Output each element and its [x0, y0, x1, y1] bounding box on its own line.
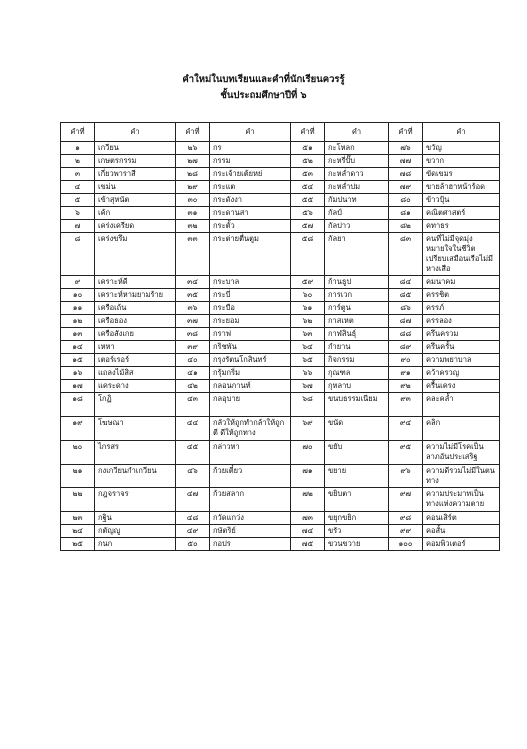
- word-number: ๖๘: [291, 393, 325, 417]
- vocabulary-word: คละคล้ำ: [423, 393, 500, 417]
- word-number: ๖๐: [291, 289, 325, 302]
- word-number: ๗๗: [389, 155, 423, 168]
- word-number: ๖๒: [291, 315, 325, 328]
- word-number: ๘๕: [389, 289, 423, 302]
- word-number: ๓๒: [176, 220, 210, 233]
- word-number: ๑๙: [61, 417, 95, 441]
- word-number: ๓๓: [176, 233, 210, 276]
- word-number: ๗๘: [389, 168, 423, 181]
- vocabulary-word: ขายล้าฮาหน้าร้อด: [423, 181, 500, 194]
- vocabulary-word: กรุงรัตนโกสินทร์: [210, 354, 291, 367]
- vocabulary-word: เครือสังเกย: [95, 328, 176, 341]
- word-number: ๗๒: [291, 488, 325, 512]
- vocabulary-word: ความพยาบาล: [423, 354, 500, 367]
- vocabulary-word: แถลงไม้สิส: [95, 367, 176, 380]
- vocabulary-word: คนที่ไม่มีจุดมุ่งหมายใจในชีวิต เปรียบเสมือนเรือไม่มีหางเสือ: [423, 233, 500, 276]
- vocabulary-word: กระเจ้ายเต้ยหย่: [210, 168, 291, 181]
- vocabulary-word: กราฟ: [210, 328, 291, 341]
- word-number: ๒๔: [61, 525, 95, 538]
- vocabulary-table: [60, 122, 500, 551]
- vocabulary-word: คมนาคม: [423, 276, 500, 289]
- vocabulary-word: กริชพัน: [210, 341, 291, 354]
- word-number: ๓๔: [176, 276, 210, 289]
- vocabulary-word: คว้าครวญ: [423, 367, 500, 380]
- word-number: ๔๒: [176, 380, 210, 393]
- vocabulary-word: ขยุกขยิก: [325, 512, 389, 525]
- header-number: คำที่: [291, 123, 325, 142]
- word-number: ๗๖: [389, 142, 423, 155]
- table-row: [61, 328, 500, 341]
- vocabulary-word: กระยอม: [210, 315, 291, 328]
- vocabulary-word: ขัดเขมร: [423, 168, 500, 181]
- table-row: [61, 155, 500, 168]
- word-number: ๙๘: [389, 512, 423, 525]
- word-number: ๑๕: [61, 354, 95, 367]
- word-number: ๕๔: [291, 181, 325, 194]
- vocabulary-word: กลัวให้ถูกทำกล้าให้ถูกตี ดีให้ถูกทาง: [210, 417, 291, 441]
- word-number: ๔๘: [176, 512, 210, 525]
- vocabulary-word: กร: [210, 142, 291, 155]
- word-number: ๖๓: [291, 328, 325, 341]
- word-number: ๓๘: [176, 328, 210, 341]
- word-number: ๔: [61, 181, 95, 194]
- table-row: [61, 302, 500, 315]
- vocabulary-word: กงเกวียนกำเกวียน: [95, 465, 176, 488]
- header-word: คำ: [210, 123, 291, 142]
- vocabulary-word: กัลยา: [325, 233, 389, 276]
- word-number: ๒๙: [176, 181, 210, 194]
- word-number: ๖๗: [291, 380, 325, 393]
- table-row: [61, 367, 500, 380]
- word-number: ๒๐: [61, 441, 95, 465]
- vocabulary-word: กะหรี่ปั๊บ: [325, 155, 389, 168]
- document-title: คำใหม่ในบทเรียนและคำที่นักเรียนควรรู้: [182, 74, 345, 85]
- vocabulary-word: ขยิบตา: [325, 488, 389, 512]
- word-number: ๑๖: [61, 367, 95, 380]
- header-word: คำ: [325, 123, 389, 142]
- vocabulary-word: ขนบธรรมเนียม: [325, 393, 389, 417]
- vocabulary-word: ครื้นเครง: [423, 380, 500, 393]
- word-number: ๘๒: [389, 220, 423, 233]
- vocabulary-word: ขนัด: [325, 417, 389, 441]
- vocabulary-word: เตอร์เรอร์: [95, 354, 176, 367]
- word-number: ๕๒: [291, 155, 325, 168]
- word-number: ๑: [61, 142, 95, 155]
- table-row: [61, 393, 500, 417]
- vocabulary-word: ขวนขวาย: [325, 538, 389, 551]
- word-number: ๗๔: [291, 525, 325, 538]
- word-number: ๕๙: [291, 276, 325, 289]
- word-number: ๑๔: [61, 341, 95, 354]
- table-row: [61, 465, 500, 488]
- word-number: ๑๐: [61, 289, 95, 302]
- vocabulary-word: ความประมาทเป็นทางแห่งความตาย: [423, 488, 500, 512]
- word-number: ๘๓: [389, 233, 423, 276]
- word-number: ๕๑: [291, 142, 325, 155]
- vocabulary-word: ขยับ: [325, 441, 389, 465]
- vocabulary-word: กาฬสินธุ์: [325, 328, 389, 341]
- word-number: ๘๔: [389, 276, 423, 289]
- word-number: ๙๓: [389, 393, 423, 417]
- vocabulary-word: กะโหลก: [325, 142, 389, 155]
- word-number: ๘๖: [389, 302, 423, 315]
- vocabulary-word: คอสั้น: [423, 525, 500, 538]
- vocabulary-word: ครึนครั้น: [423, 341, 500, 354]
- vocabulary-word: ขรัว: [325, 525, 389, 538]
- word-number: ๕๘: [291, 233, 325, 276]
- word-number: ๒๗: [176, 155, 210, 168]
- word-number: ๗๙: [389, 181, 423, 194]
- word-number: ๓๐: [176, 194, 210, 207]
- vocabulary-word: การเวก: [325, 289, 389, 302]
- vocabulary-word: เคราะห์ดี: [95, 276, 176, 289]
- vocabulary-word: เกษตรกรรม: [95, 155, 176, 168]
- word-number: ๙๕: [389, 441, 423, 465]
- table-row: [61, 525, 500, 538]
- vocabulary-word: เกวียน: [95, 142, 176, 155]
- word-number: ๒๘: [176, 168, 210, 181]
- vocabulary-word: กุหลาบ: [325, 380, 389, 393]
- word-number: ๓๕: [176, 289, 210, 302]
- table-row: [61, 512, 500, 525]
- table-row: [61, 233, 500, 276]
- word-number: ๗๓: [291, 512, 325, 525]
- word-number: ๓๗: [176, 315, 210, 328]
- table-row: [61, 168, 500, 181]
- vocabulary-word: เกี่ยวพาราสี: [95, 168, 176, 181]
- vocabulary-word: ครึนครวม: [423, 328, 500, 341]
- table-row: [61, 276, 500, 289]
- vocabulary-word: ความดีรวมไม่มีในตนทาง: [423, 465, 500, 488]
- word-number: ๙๐: [389, 354, 423, 367]
- vocabulary-word: กระดานสา: [210, 207, 291, 220]
- word-number: ๖: [61, 207, 95, 220]
- word-number: ๙๒: [389, 380, 423, 393]
- vocabulary-word: กอปร: [210, 538, 291, 551]
- vocabulary-word: กตัญญู: [95, 525, 176, 538]
- word-number: ๘๙: [389, 341, 423, 354]
- vocabulary-word: กระตั้ว: [210, 220, 291, 233]
- table-row: [61, 380, 500, 393]
- word-number: ๘๐: [389, 194, 423, 207]
- table-row: [61, 315, 500, 328]
- word-number: ๕๓: [291, 168, 325, 181]
- vocabulary-word: ก้วยสลาก: [210, 488, 291, 512]
- vocabulary-word: คณิตศาสตร์: [423, 207, 500, 220]
- vocabulary-word: กิจกรรม: [325, 354, 389, 367]
- word-number: ๙๖: [389, 465, 423, 488]
- word-number: ๒: [61, 155, 95, 168]
- header-number: คำที่: [61, 123, 95, 142]
- word-number: ๙๔: [389, 417, 423, 441]
- table-row: [61, 142, 500, 155]
- table-row: [61, 341, 500, 354]
- vocabulary-word: กระต่ายตื่นตูม: [210, 233, 291, 276]
- word-number: ๑๐๐: [389, 538, 423, 551]
- vocabulary-word: กรรม: [210, 155, 291, 168]
- header-number: คำที่: [389, 123, 423, 142]
- vocabulary-word: กวัดแกว่ง: [210, 512, 291, 525]
- vocabulary-word: กฎจราจร: [95, 488, 176, 512]
- vocabulary-word: กรุ้มกริ่ม: [210, 367, 291, 380]
- word-number: ๒๕: [61, 538, 95, 551]
- vocabulary-word: ขวาก: [423, 155, 500, 168]
- word-number: ๔๖: [176, 465, 210, 488]
- vocabulary-word: กะหล่ำปม: [325, 181, 389, 194]
- header-word: คำ: [95, 123, 176, 142]
- vocabulary-word: เหหา: [95, 341, 176, 354]
- vocabulary-word: กนก: [95, 538, 176, 551]
- vocabulary-word: แคระดาง: [95, 380, 176, 393]
- vocabulary-word: โกฏิ: [95, 393, 176, 417]
- vocabulary-word: กระบาล: [210, 276, 291, 289]
- word-number: ๖๕: [291, 354, 325, 367]
- table-row: [61, 289, 500, 302]
- word-number: ๗: [61, 220, 95, 233]
- vocabulary-word: ไกรสร: [95, 441, 176, 465]
- header-number: คำที่: [176, 123, 210, 142]
- word-number: ๖๙: [291, 417, 325, 441]
- word-number: ๘๘: [389, 328, 423, 341]
- vocabulary-word: กำยาน: [325, 341, 389, 354]
- word-number: ๑๓: [61, 328, 95, 341]
- word-number: ๕: [61, 194, 95, 207]
- word-number: ๖๑: [291, 302, 325, 315]
- table-row: [61, 488, 500, 512]
- word-number: ๙๙: [389, 525, 423, 538]
- vocabulary-word: เครือเถ้น: [95, 302, 176, 315]
- word-number: ๙: [61, 276, 95, 289]
- word-number: ๔๕: [176, 441, 210, 465]
- vocabulary-word: ครรลอง: [423, 315, 500, 328]
- vocabulary-word: การ์ตูน: [325, 302, 389, 315]
- word-number: ๗๐: [291, 441, 325, 465]
- vocabulary-word: กฐิน: [95, 512, 176, 525]
- table-header-row: [61, 123, 500, 142]
- word-number: ๓: [61, 168, 95, 181]
- word-number: ๓๑: [176, 207, 210, 220]
- word-number: ๗๕: [291, 538, 325, 551]
- table-row: [61, 207, 500, 220]
- table-row: [61, 441, 500, 465]
- word-number: ๔๐: [176, 354, 210, 367]
- vocabulary-word: กาสเหต: [325, 315, 389, 328]
- vocabulary-word: กัลป์: [325, 207, 389, 220]
- vocabulary-word: ครรภ์: [423, 302, 500, 315]
- word-number: ๒๒: [61, 488, 95, 512]
- header-word: คำ: [423, 123, 500, 142]
- vocabulary-word: กัมปนาท: [325, 194, 389, 207]
- word-number: ๕๕: [291, 194, 325, 207]
- vocabulary-word: กลอนกานท์: [210, 380, 291, 393]
- table-row: [61, 220, 500, 233]
- word-number: ๕๐: [176, 538, 210, 551]
- vocabulary-word: ขยาย: [325, 465, 389, 488]
- word-number: ๘: [61, 233, 95, 276]
- word-number: ๙๑: [389, 367, 423, 380]
- word-number: ๒๖: [176, 142, 210, 155]
- vocabulary-word: เคร่งขรึม: [95, 233, 176, 276]
- vocabulary-word: เขม่น: [95, 181, 176, 194]
- table-row: [61, 538, 500, 551]
- word-number: ๔๔: [176, 417, 210, 441]
- word-number: ๒๑: [61, 465, 95, 488]
- word-number: ๕๖: [291, 207, 325, 220]
- table-row: [61, 354, 500, 367]
- vocabulary-word: คอมพิวเตอร์: [423, 538, 500, 551]
- vocabulary-word: เคราะห์หามยามร้าย: [95, 289, 176, 302]
- vocabulary-word: เครือธอง: [95, 315, 176, 328]
- word-number: ๕๗: [291, 220, 325, 233]
- word-number: ๘๑: [389, 207, 423, 220]
- table-row: [61, 181, 500, 194]
- word-number: ๔๑: [176, 367, 210, 380]
- word-number: ๖๔: [291, 341, 325, 354]
- vocabulary-word: กระแต: [210, 181, 291, 194]
- vocabulary-word: กษัตริย์: [210, 525, 291, 538]
- vocabulary-word: ความไม่มีโรคเป็นลาภอันประเสริฐ: [423, 441, 500, 465]
- vocabulary-word: คอนเสิร์ต: [423, 512, 500, 525]
- word-number: ๘๗: [389, 315, 423, 328]
- document-subtitle: ชั้นประถมศึกษาปีที่ ๖: [220, 90, 307, 101]
- vocabulary-word: กุณฑล: [325, 367, 389, 380]
- vocabulary-word: ข้าวปุ้น: [423, 194, 500, 207]
- vocabulary-word: เคร่งเครียด: [95, 220, 176, 233]
- word-number: ๑๒: [61, 315, 95, 328]
- vocabulary-word: เค้ก: [95, 207, 176, 220]
- vocabulary-word: กระบี่: [210, 289, 291, 302]
- word-number: ๓๙: [176, 341, 210, 354]
- vocabulary-word: ครรชิต: [423, 289, 500, 302]
- word-number: ๔๓: [176, 393, 210, 417]
- table-row: [61, 194, 500, 207]
- vocabulary-word: คลิก: [423, 417, 500, 441]
- word-number: ๔๗: [176, 488, 210, 512]
- word-number: ๓๖: [176, 302, 210, 315]
- vocabulary-word: คทาธร: [423, 220, 500, 233]
- word-number: ๗๑: [291, 465, 325, 488]
- word-number: ๙๗: [389, 488, 423, 512]
- word-number: ๖๖: [291, 367, 325, 380]
- vocabulary-word: กล่าวหา: [210, 441, 291, 465]
- vocabulary-word: กลอุบาย: [210, 393, 291, 417]
- word-number: ๒๓: [61, 512, 95, 525]
- vocabulary-word: กะหล่ำดาว: [325, 168, 389, 181]
- vocabulary-word: ก้วยเตี๋ยว: [210, 465, 291, 488]
- vocabulary-word: ก้านธูป: [325, 276, 389, 289]
- vocabulary-word: กระดังงา: [210, 194, 291, 207]
- vocabulary-word: เข้าสุหนัต: [95, 194, 176, 207]
- vocabulary-word: โฆษณา: [95, 417, 176, 441]
- word-number: ๑๘: [61, 393, 95, 417]
- word-number: ๑๗: [61, 380, 95, 393]
- vocabulary-word: กระบือ: [210, 302, 291, 315]
- vocabulary-word: ขวัญ: [423, 142, 500, 155]
- word-number: ๑๑: [61, 302, 95, 315]
- vocabulary-word: กัลปาว: [325, 220, 389, 233]
- word-number: ๔๙: [176, 525, 210, 538]
- table-row: [61, 417, 500, 441]
